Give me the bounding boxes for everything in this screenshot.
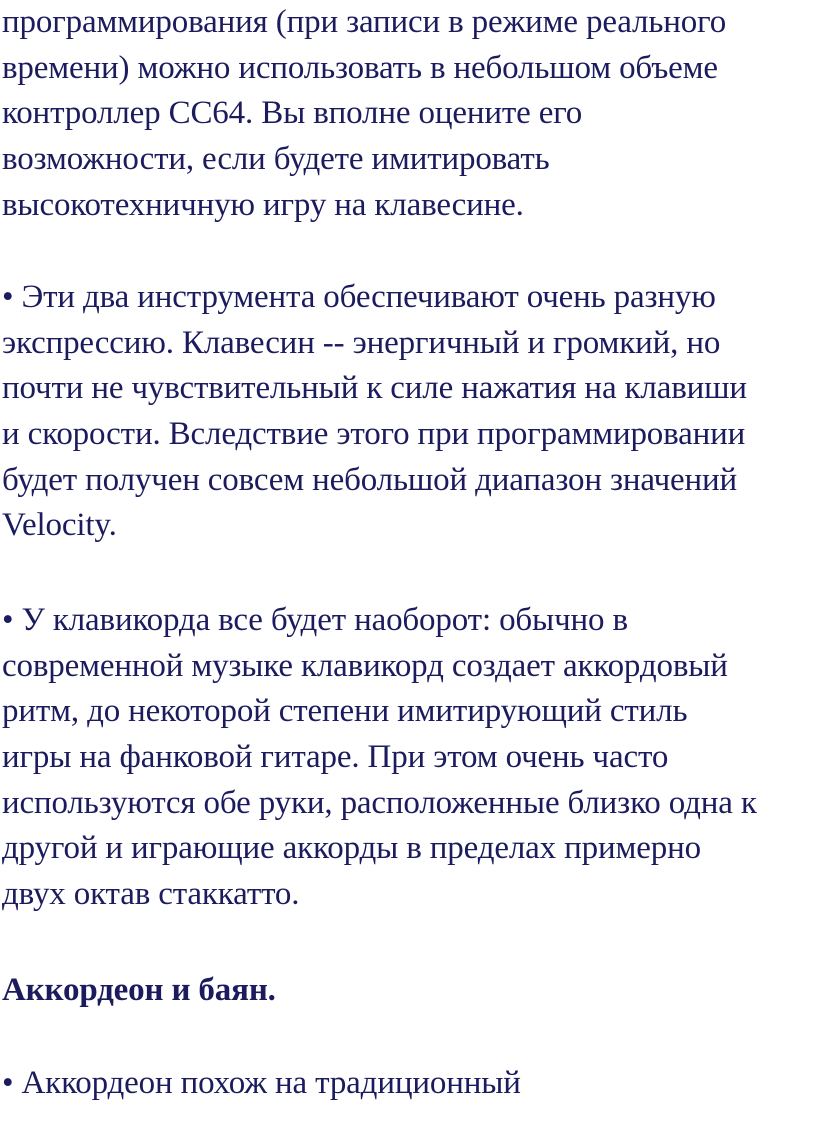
text-line: времени) можно использовать в небольшом объеме	[2, 49, 718, 86]
text-line: игры на фанковой гитаре. При этом очень часто	[2, 739, 669, 776]
text-line: используются обе руки, расположенные близко одна к	[2, 784, 757, 821]
text-line: и скорости. Вследствие этого при программировании	[2, 416, 746, 453]
text-line: другой и играющие аккорды в пределах примерно	[2, 830, 701, 867]
text-line: • У клавикорда все будет наоборот: обычно в	[2, 602, 628, 638]
heading-text: Аккордеон и баян.	[2, 972, 276, 1008]
bullet-paragraph-clavichord	[2, 598, 814, 918]
text-line: почти не чувствительный к силе нажатия на клавиши	[2, 370, 747, 407]
text-line: программирования (при записи в режиме реального	[2, 4, 727, 40]
paragraph-intro	[2, 0, 814, 228]
bullet-paragraph-accordion	[2, 1061, 814, 1107]
bullet-paragraph-expression	[2, 275, 814, 549]
text-line: Velocity.	[2, 507, 117, 544]
text-line: современной музыке клавикорд создает аккордовый	[2, 647, 728, 684]
text-line: ритм, до некоторой степени имитирующий стиль	[2, 693, 688, 730]
text-line: • Эти два инструмента обеспечивают очень разную	[2, 279, 716, 315]
text-line: возможности, если будете имитировать	[2, 141, 550, 178]
section-heading	[2, 968, 814, 1014]
text-line: двух октав стаккатто.	[2, 876, 300, 913]
text-line: высокотехничную игру на клавесине.	[2, 186, 524, 223]
text-line: экспрессию. Клавесин -- энергичный и громкий, но	[2, 324, 721, 361]
text-line: будет получен совсем небольшой диапазон значений	[2, 461, 738, 498]
text-line: • Аккордеон похож на традиционный	[2, 1065, 521, 1101]
text-line: контроллер СС64. Вы вполне оцените его	[2, 95, 583, 132]
